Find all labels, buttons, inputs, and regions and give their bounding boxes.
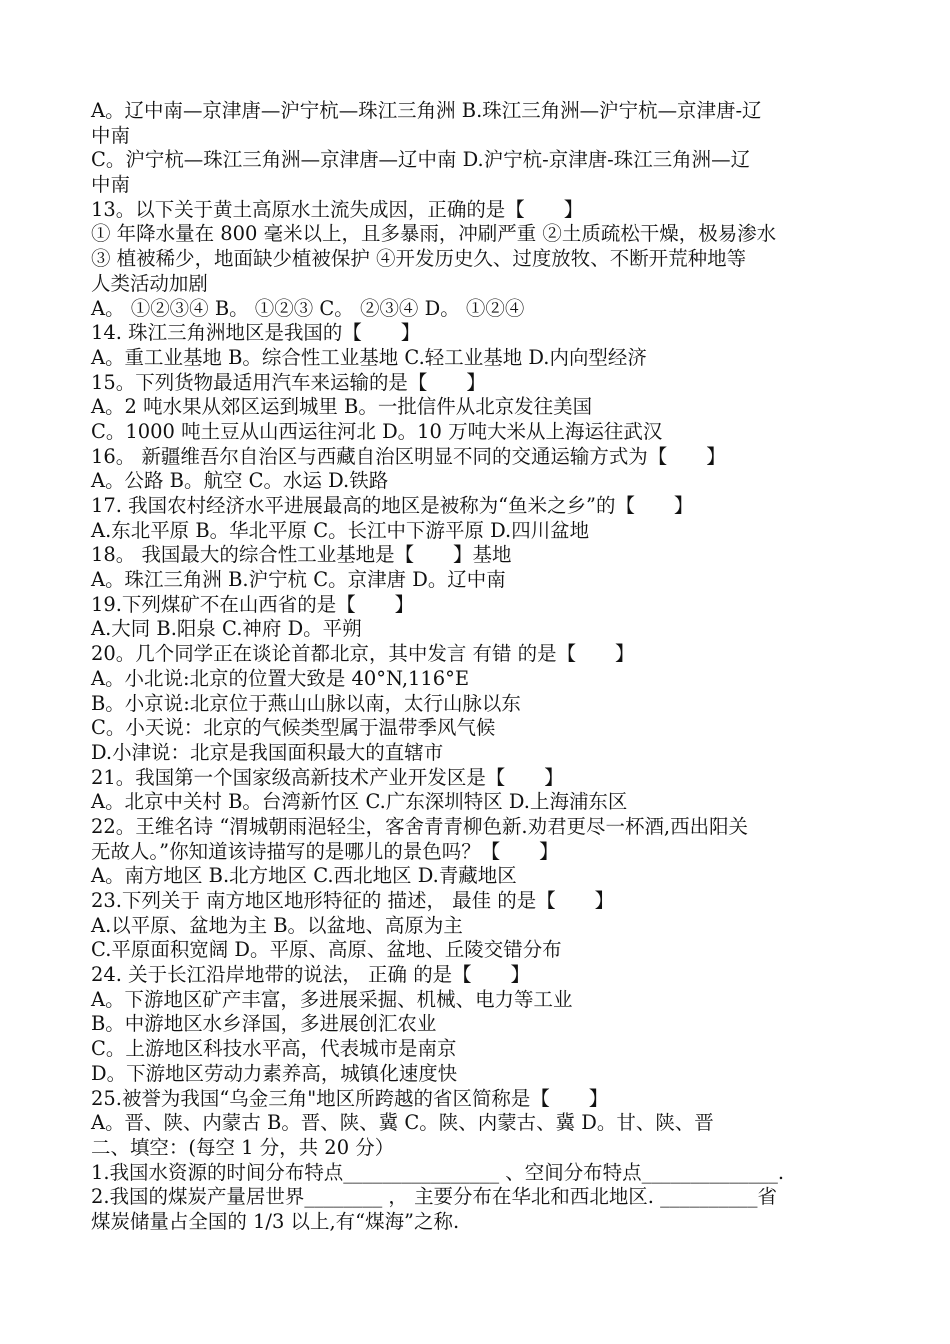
options-24: C。上游地区科技水平高，代表城市是南京 bbox=[91, 1037, 457, 1061]
question-25: 25.被誉为我国“乌金三角"地区所跨越的省区简称是【 】 bbox=[91, 1086, 609, 1110]
question-17: 17. 我国农村经济水平进展最高的地区是被称为“鱼米之乡”的【 】 bbox=[91, 494, 694, 517]
text-line: C。沪宁杭—珠江三角洲—京津唐—辽中南 D.沪宁杭-京津唐-珠江三角洲—辽 bbox=[91, 148, 751, 172]
options-20: A。小北说:北京的位置大致是 40°N,116°E bbox=[91, 666, 470, 690]
question-24: 24. 关于长江沿岸地带的说法， 正确 的是【 】 bbox=[91, 963, 531, 987]
text-line: ① 年降水量在 800 毫米以上，且多暴雨，冲刷严重 ②土质疏松干燥，极易渗水 bbox=[91, 222, 777, 246]
options-15: C。1000 吨土豆从山西运往河北 D。10 万吨大米从上海运往武汉 bbox=[91, 419, 663, 443]
text-line: A。辽中南—京津唐—沪宁杭—珠江三角洲 B.珠江三角洲—沪宁杭—京津唐-辽 bbox=[91, 99, 762, 122]
fill-blank-2: 2.我国的煤炭产量居世界________ ， 主要分布在华北和西北地区. __________省 bbox=[91, 1185, 778, 1209]
text-line: 中南 bbox=[91, 123, 130, 147]
options-24: B。中游地区水乡泽国，多进展创汇农业 bbox=[91, 1012, 437, 1036]
question-14: 14. 珠江三角洲地区是我国的【 】 bbox=[91, 321, 421, 345]
options-24: D。下游地区劳动力素养高，城镇化速度快 bbox=[91, 1061, 458, 1085]
options-15: A。2 吨水果从郊区运到城里 B。一批信件从北京发往美国 bbox=[91, 395, 593, 419]
question-22: 22。王维名诗 “渭城朝雨浥轻尘，客舍青青柳色新.劝君更尽一杯酒,西出阳关 bbox=[91, 814, 749, 838]
options-20: B。小京说:北京位于燕山山脉以南，太行山脉以东 bbox=[91, 691, 521, 715]
question-16: 16。 新疆维吾尔自治区与西藏自治区明显不同的交通运输方式为【 】 bbox=[91, 444, 726, 468]
options-21: A。北京中关村 B。台湾新竹区 C.广东深圳特区 D.上海浦东区 bbox=[91, 790, 628, 814]
question-23: 23.下列关于 南方地区地形特征的 描述， 最佳 的是【 】 bbox=[91, 889, 615, 912]
fill-blank-1: 1.我国水资源的时间分布特点________________ 、空间分布特点______________. bbox=[91, 1160, 785, 1184]
options-19: A.大同 B.阳泉 C.神府 D。平朔 bbox=[91, 617, 362, 641]
text-line: ③ 植被稀少，地面缺少植被保护 ④开发历史久、过度放牧、不断开荒种地等 bbox=[91, 247, 747, 271]
question-21: 21。我国第一个国家级高新技术产业开发区是【 】 bbox=[91, 765, 564, 789]
options-23: A.以平原、盆地为主 B。以盆地、高原为主 bbox=[91, 913, 463, 937]
text-line: 人类活动加剧 bbox=[91, 271, 208, 295]
options-25: A。晋、陕、内蒙古 B。晋、陕、冀 C。陕、内蒙古、冀 D。甘、陕、晋 bbox=[91, 1111, 714, 1135]
fill-blank-2: 煤炭储量占全国的 1/3 以上,有“煤海”之称. bbox=[91, 1209, 460, 1233]
options-20: C。小天说：北京的气候类型属于温带季风气候 bbox=[91, 716, 496, 740]
options-13: A。 ①②③④ B。 ①②③ C。 ②③④ D。 ①②④ bbox=[91, 296, 525, 320]
options-24: A。下游地区矿产丰富，多进展采掘、机械、电力等工业 bbox=[91, 987, 573, 1011]
options-22: A。南方地区 B.北方地区 C.西北地区 D.青藏地区 bbox=[91, 864, 517, 888]
question-19: 19.下列煤矿不在山西省的是【 】 bbox=[91, 592, 415, 616]
section-heading: 二、填空：(每空 1 分，共 20 分） bbox=[91, 1135, 395, 1159]
options-14: A。重工业基地 B。综合性工业基地 C.轻工业基地 D.内向型经济 bbox=[91, 345, 647, 369]
question-20: 20。几个同学正在谈论首都北京，其中发言 有错 的是【 】 bbox=[91, 642, 635, 666]
document-body bbox=[91, 99, 861, 1235]
options-23: C.平原面积宽阔 D。平原、高原、盆地、丘陵交错分布 bbox=[91, 938, 562, 962]
question-13: 13。以下关于黄土高原水土流失成因，正确的是【 】 bbox=[91, 197, 584, 221]
options-16: A。公路 B。航空 C。水运 D.铁路 bbox=[91, 469, 389, 493]
question-18: 18。 我国最大的综合性工业基地是【 】基地 bbox=[91, 543, 512, 567]
text-line: 中南 bbox=[91, 173, 130, 197]
question-15: 15。下列货物最适用汽车来运输的是【 】 bbox=[91, 370, 486, 394]
options-20: D.小津说：北京是我国面积最大的直辖市 bbox=[91, 740, 444, 764]
options-18: A。珠江三角洲 B.沪宁杭 C。京津唐 D。辽中南 bbox=[91, 568, 506, 592]
options-17: A.东北平原 B。华北平原 C。长江中下游平原 D.四川盆地 bbox=[91, 518, 590, 542]
question-22: 无故人。”你知道该诗描写的是哪儿的景色吗？【 】 bbox=[91, 839, 559, 863]
